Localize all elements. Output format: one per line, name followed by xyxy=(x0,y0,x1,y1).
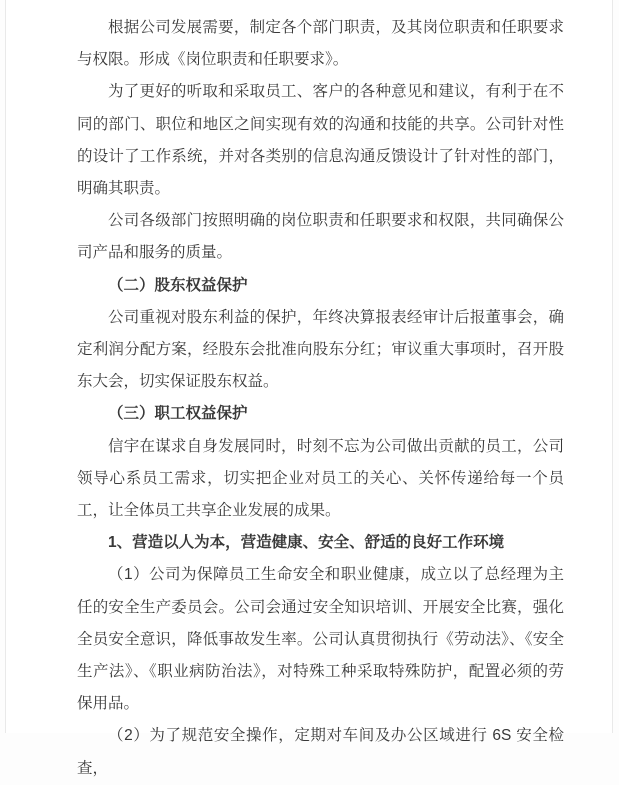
document-content xyxy=(6,0,612,785)
paragraph: （2）为了规范安全操作，定期对车间及办公区域进行 6S 安全检查， xyxy=(77,727,564,777)
paragraph: 公司各级部门按照明确的岗位职责和任职要求和权限，共同确保公司产品和服务的质量。 xyxy=(77,212,564,262)
section-heading: （二）股东权益保护 xyxy=(108,276,248,294)
paragraph: 为了更好的听取和采取员工、客户的各种意见和建议，有利于在不同的部门、职位和地区之间实现有效的沟通和技能的共享。公司针对性的设计了工作系统，并对各类别的信息沟通反馈设计了针对性的部门，明确其职责。 xyxy=(77,83,564,198)
paragraph: 根据公司发展需要，制定各个部门职责，及其岗位职责和任职要求与权限。形成《岗位职责和任职要求》。 xyxy=(77,19,564,69)
paragraph: （1）公司为保障员工生命安全和职业健康，成立以了总经理为主任的安全生产委员会。公司会通过安全知识培训、开展安全比赛，强化全员安全意识，降低事故发生率。公司认真贯彻执行《劳动法》、《安全生产法》、《职业病防治法》，对特殊工种采取特殊防护，配置必须的劳保用品。 xyxy=(77,566,564,713)
paragraph: 信宇在谋求自身发展同时，时刻不忘为公司做出贡献的员工，公司领导心系员工需求，切实把企业对员工的关心、关怀传递给每一个员工，让全体员工共享企业发展的成果。 xyxy=(77,437,564,520)
section-heading: （三）职工权益保护 xyxy=(108,405,248,423)
paragraph: 公司重视对股东利益的保护，年终决算报表经审计后报董事会，确定利润分配方案，经股东会批准向股东分红；审议重大事项时，召开股东大会，切实保证股东权益。 xyxy=(77,308,564,391)
section-heading: 1、营造以人为本，营造健康、安全、舒适的良好工作环境 xyxy=(108,534,505,552)
document-page xyxy=(5,0,613,777)
